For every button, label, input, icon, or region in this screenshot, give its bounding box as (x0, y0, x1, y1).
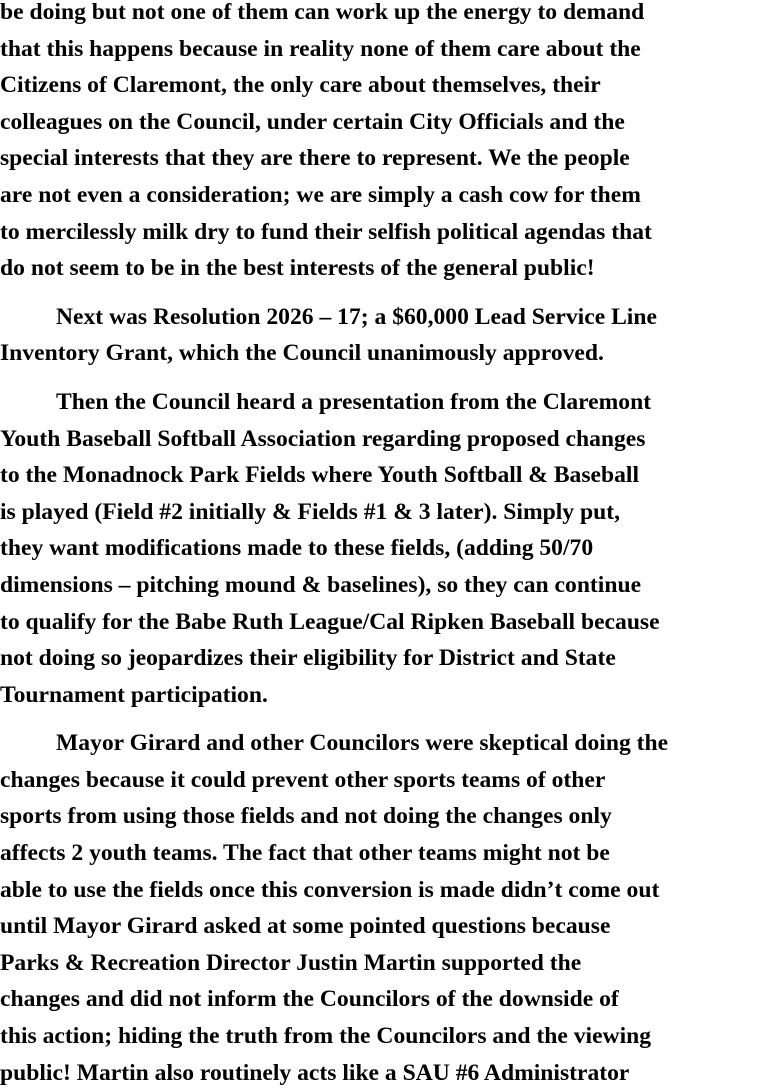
text-line: able to use the fields once this conversion is made didn’t come out (0, 876, 660, 903)
text-line: Parks & Recreation Director Justin Martin supported the (0, 949, 582, 976)
text-line: to qualify for the Babe Ruth League/Cal Ripken Baseball because (0, 608, 660, 635)
text-line: Citizens of Claremont, the only care about themselves, their (0, 72, 601, 99)
text-line: colleagues on the Council, under certain City Officials and the (0, 108, 625, 135)
text-line: Mayor Girard and other Councilors were skeptical doing the (56, 730, 669, 757)
text-line: they want modifications made to these fields, (adding 50/70 (0, 535, 594, 562)
text-line: public! Martin also routinely acts like a SAU #6 Administrator (0, 1059, 630, 1086)
text-line: to the Monadnock Park Fields where Youth Softball & Baseball (0, 462, 640, 489)
text-line: to mercilessly milk dry to fund their selfish political agendas that (0, 218, 652, 245)
text-line: special interests that they are there to represent. We the people (0, 145, 630, 172)
text-line: Then the Council heard a presentation from the Claremont (56, 388, 652, 415)
text-line: Next was Resolution 2026 – 17; a $60,000 Lead Service Line (56, 303, 657, 330)
text-line: changes and did not inform the Councilors of the downside of (0, 986, 619, 1013)
text-line: sports from using those fields and not doing the changes only (0, 803, 612, 830)
paragraph-gap (0, 713, 768, 725)
text-line: is played (Field #2 initially & Fields #1 & 3 later). Simply put, (0, 498, 621, 525)
text-line: Youth Baseball Softball Association regarding proposed changes (0, 425, 646, 452)
text-line: Inventory Grant, which the Council unanimously approved. (0, 340, 604, 367)
text-line: changes because it could prevent other sports teams of other (0, 766, 606, 793)
text-line: be doing but not one of them can work up the energy to demand (0, 0, 645, 25)
text-line: until Mayor Girard asked at some pointed questions because (0, 913, 611, 940)
paragraph-mayor-skeptical (0, 725, 768, 1091)
text-line: do not seem to be in the best interests of the general public! (0, 255, 595, 282)
text-line: that this happens because in reality none of them care about the (0, 35, 641, 62)
paragraph-resolution (0, 299, 768, 372)
text-line: are not even a consideration; we are simply a cash cow for them (0, 181, 641, 208)
text-line: affects 2 youth teams. The fact that other teams might not be (0, 840, 610, 867)
paragraph-gap (0, 372, 768, 384)
text-line: this action; hiding the truth from the Councilors and the viewing (0, 1023, 652, 1050)
text-line: Tournament participation. (0, 681, 268, 708)
paragraph-baseball-presentation (0, 384, 768, 713)
text-line: not doing so jeopardizes their eligibility for District and State (0, 645, 616, 672)
paragraph-gap (0, 287, 768, 299)
paragraph-council-care (0, 0, 768, 287)
text-line: dimensions – pitching mound & baselines), so they can continue (0, 571, 642, 598)
